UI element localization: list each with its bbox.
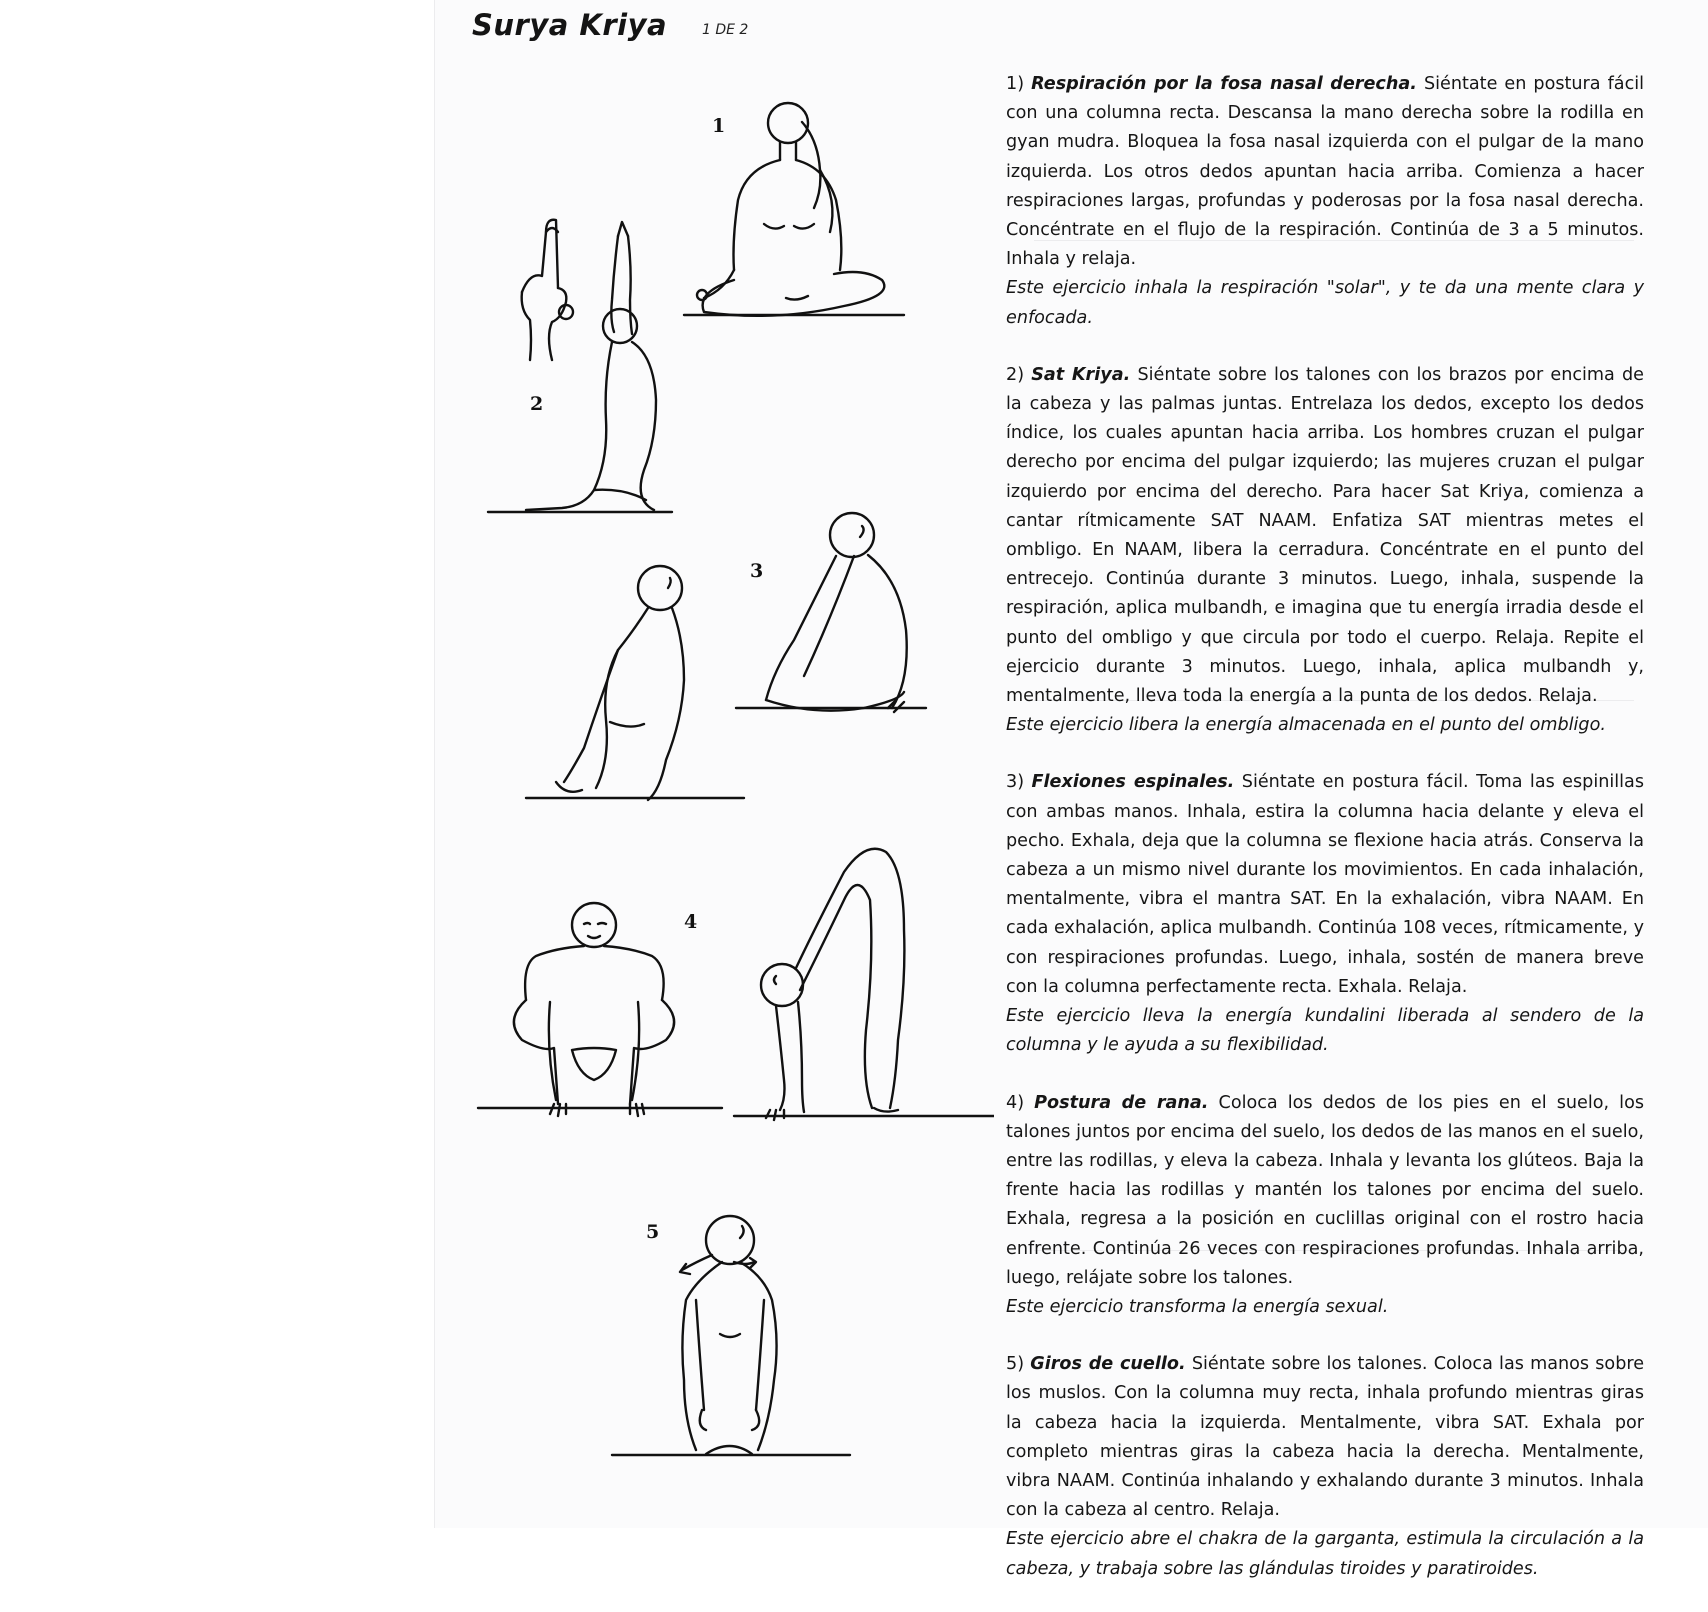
exercise-body: Siéntate en postura fácil con una columna recta. Descansa la mano derecha sobre la rodilla en gyan mudra. Bloquea la fosa nasal izquierda con el pulgar de la mano izquierda. Los otros dedos apuntan hacia arriba. Comienza a hacer respiraciones largas, profundas y poderosas por la fosa nasal derecha. Concéntrate en el flujo de la respiración. Continúa de 3 a 5 minutos. Inhala y relaja. <box>1006 74 1645 270</box>
exercise-body: Siéntate sobre los talones con los brazos por encima de la cabeza y las palmas juntas. Entrelaza los dedos, excepto los dedos índice, los cuales apuntan hacia arriba. Los hombres cruzan el pulgar derecho por encima del pulgar izquierdo; las mujeres cruzan el pulgar izquierdo por encima del derecho. Para hacer Sat Kriya, comienza a cantar rítmicamente SAT NAAM. Enfatiza SAT mientras metes el ombligo. En NAAM, libera la cerradura. Concéntrate en el punto del entrecejo. Continúa durante 3 minutos. Luego, inhala, suspende la respiración, aplica mulbandh, e imagina que tu energía irradia desde el punto del ombligo y que circula por todo el cuerpo. Relaja. Repite el ejercicio durante 3 minutos. Luego, inhala, aplica mulbandh y, mentalmente, lleva toda la energía a la punta de los dedos. Relaja. <box>1006 364 1645 707</box>
exercise-note: Este ejercicio lleva la energía kundalini liberada al sendero de la columna y le ayuda a su flexibilidad. <box>1006 1006 1644 1056</box>
figure-3a-illustration <box>526 566 744 800</box>
exercise-5 <box>1006 1350 1644 1584</box>
exercise-number: 2) <box>1006 364 1025 385</box>
exercise-note: Este ejercicio transforma la energía sexual. <box>1006 1296 1389 1317</box>
exercise-number: 1) <box>1006 74 1025 94</box>
exercise-note: Este ejercicio libera la energía almacenada en el punto del ombligo. <box>1006 715 1606 736</box>
exercise-number: 4) <box>1006 1092 1025 1113</box>
exercise-illustrations <box>434 0 994 1528</box>
exercise-body: Coloca los dedos de los pies en el suelo, los talones juntos por encima del suelo, los dedos de las manos en el suelo, entre las rodillas, y eleva la cabeza. Inhala y levanta los glúteos. Baja la frente hacia las rodillas y mantén los talones por encima del suelo. Exhala, regresa a la posición en cuclillas original con el rostro hacia enfrente. Continúa 26 veces con respiraciones profundas. Inhala arriba, luego, relájate sobre los talones. <box>1006 1092 1644 1288</box>
exercise-instructions <box>1006 70 1644 1612</box>
exercise-3 <box>1006 768 1644 1060</box>
exercise-note: Este ejercicio abre el chakra de la garganta, estimula la circulación a la cabeza, y trabaja sobre las glándulas tiroides y paratiroides. <box>1006 1529 1644 1579</box>
figure-1-illustration <box>684 103 904 316</box>
exercise-title: Flexiones espinales. <box>1031 772 1235 793</box>
exercise-1 <box>1006 70 1644 333</box>
page-indicator: 1 DE 2 <box>702 22 749 38</box>
exercise-title: Postura de rana. <box>1034 1092 1209 1113</box>
figure-label-2: 2 <box>530 393 544 415</box>
exercise-title: Respiración por la fosa nasal derecha. <box>1031 74 1417 94</box>
figure-label-1: 1 <box>712 115 726 137</box>
exercise-4 <box>1006 1089 1644 1323</box>
figure-3b-illustration <box>736 513 926 712</box>
figure-4a-illustration <box>478 903 722 1116</box>
exercise-2 <box>1006 361 1644 741</box>
exercise-title: Giros de cuello. <box>1030 1354 1186 1375</box>
exercise-body: Siéntate en postura fácil. Toma las espinillas con ambas manos. Inhala, estira la columna hacia delante y eleva el pecho. Exhala, deja que la columna se flexione hacia atrás. Conserva la cabeza a un mismo nivel durante los movimientos. En cada inhalación, mentalmente, vibra el mantra SAT. En la exhalación, vibra NAAM. En cada exhalación, aplica mulbandh. Continúa 108 veces, rítmicamente, y con respiraciones profundas. Luego, inhala, sostén de manera breve con la columna perfectamente recta. Exhala. Relaja. <box>1006 772 1644 997</box>
exercise-title: Sat Kriya. <box>1031 364 1131 385</box>
figure-label-3: 3 <box>750 560 764 582</box>
book-page <box>434 0 1708 1579</box>
figure-5-illustration <box>612 1216 850 1455</box>
figure-2-illustration <box>488 220 672 512</box>
exercise-number: 5) <box>1006 1354 1025 1375</box>
figure-label-4: 4 <box>684 911 698 933</box>
figure-label-5: 5 <box>646 1221 660 1243</box>
exercise-number: 3) <box>1006 772 1025 793</box>
figure-4b-illustration <box>734 849 994 1120</box>
exercise-body: Siéntate sobre los talones. Coloca las manos sobre los muslos. Con la columna muy recta, inhala profundo mientras giras la cabeza hacia la izquierda. Mentalmente, vibra SAT. Exhala por completo mientras giras la cabeza hacia la derecha. Mentalmente, vibra NAAM. Continúa inhalando y exhalando durante 3 minutos. Inhala con la cabeza al centro. Relaja. <box>1006 1354 1645 1521</box>
exercise-note: Este ejercicio inhala la respiración "solar", y te da una mente clara y enfocada. <box>1006 278 1644 328</box>
page-title: Surya Kriya <box>472 8 668 42</box>
